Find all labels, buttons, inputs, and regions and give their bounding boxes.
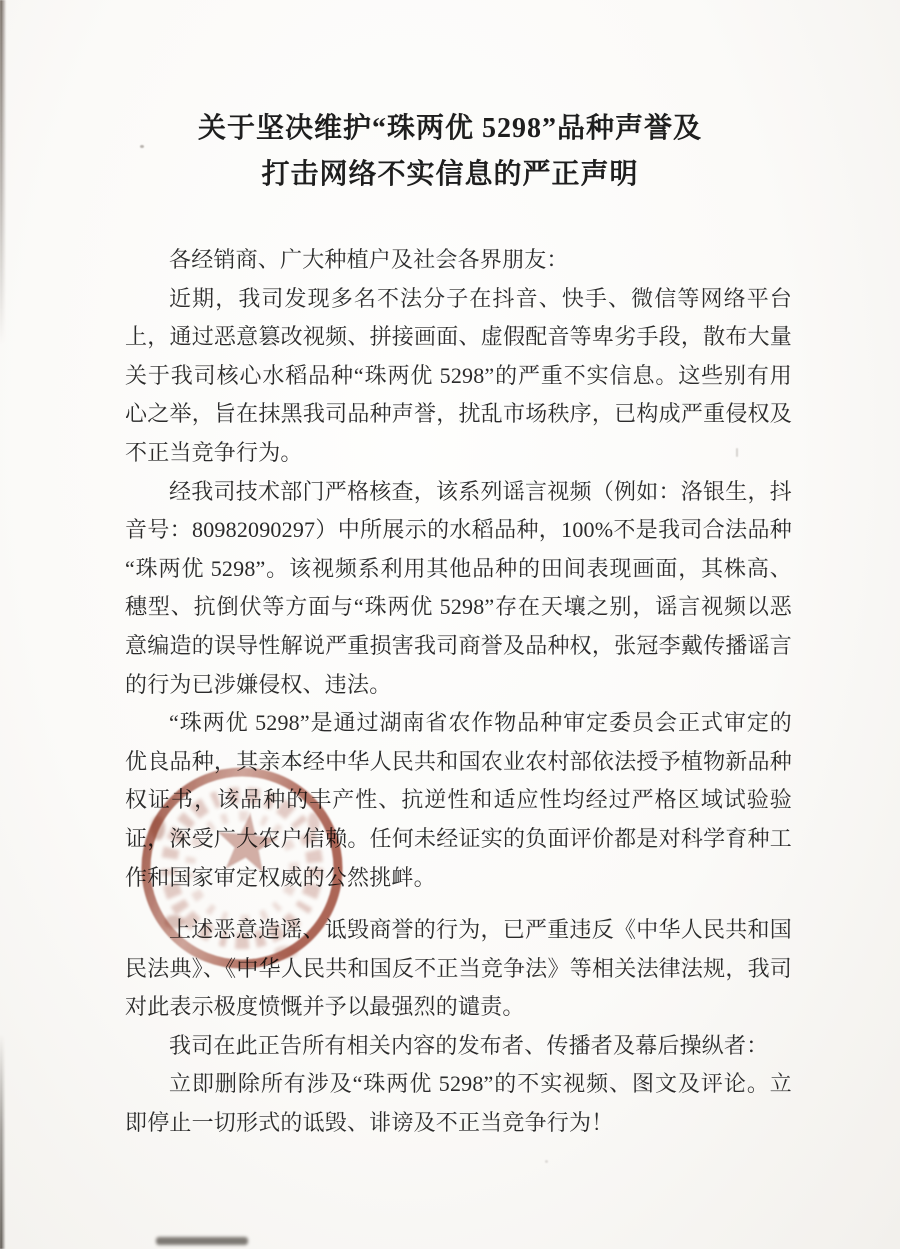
paper-speck	[140, 145, 144, 148]
title-line-1: 关于坚决维护“珠两优 5298”品种声誉及	[197, 113, 702, 144]
photo-edge-shadow-top-left	[0, 0, 7, 345]
statement-paragraph: 我司在此正告所有相关内容的发布者、传播者及幕后操纵者：	[169, 1032, 769, 1058]
paper-speck	[545, 1160, 548, 1163]
photo-bottom-edge-artifact	[156, 1237, 248, 1245]
statement-body	[125, 241, 792, 1143]
statement-paragraph: 立即删除所有涉及“珠两优 5298”的不实视频、图文及评论。立即停止一切形式的诋毁、诽谤及不正当竞争行为！	[125, 1071, 792, 1136]
statement-paragraph: “珠两优 5298”是通过湖南省农作物品种审定委员会正式审定的优良品种，其亲本经中华人民共和国农业农村部依法授予植物新品种权证书，该品种的丰产性、抗逆性和适应性均经过严格区域试验验证，深受广大农户信赖。任何未经证实的负面评价都是对科学育种工作和国家审定权威的公然挑衅。	[125, 710, 792, 890]
photo-edge-shadow-bottom-left	[0, 1034, 6, 1249]
statement-paragraph: 经我司技术部门严格核查，该系列谣言视频（例如：洛银生，抖音号：80982090297）中所展示的水稻品种，100%不是我司合法品种“珠两优 5298”。该视频系利用其他品种的田间表现画面，其株高、穗型、抗倒伏等方面与“珠两优 5298”存在天壤之别，谣言视频以恶意编造的误导性解说严重损害我司商誉及品种权，张冠李戴传播谣言的行为已涉嫌侵权、违法。	[125, 478, 792, 697]
salutation: 各经销商、广大种植户及社会各界朋友：	[169, 247, 569, 272]
statement-title	[0, 106, 900, 198]
statement-paragraph: 上述恶意造谣、诋毁商誉的行为，已严重违反《中华人民共和国民法典》、《中华人民共和国反不正当竞争法》等相关法律法规，我司对此表示极度愤慨并予以最强烈的谴责。	[125, 917, 792, 1020]
paper-speck	[736, 448, 738, 457]
statement-paragraph: 近期，我司发现多名不法分子在抖音、快手、微信等网络平台上，通过恶意篡改视频、拼接画面、虚假配音等卑劣手段，散布大量关于我司核心水稻品种“珠两优 5298”的严重不实信息。这些别有用心之举，旨在抹黑我司品种声誉，扰乱市场秩序，已构成严重侵权及不正当竞争行为。	[125, 285, 792, 465]
title-line-2: 打击网络不实信息的严正声明	[261, 159, 639, 190]
